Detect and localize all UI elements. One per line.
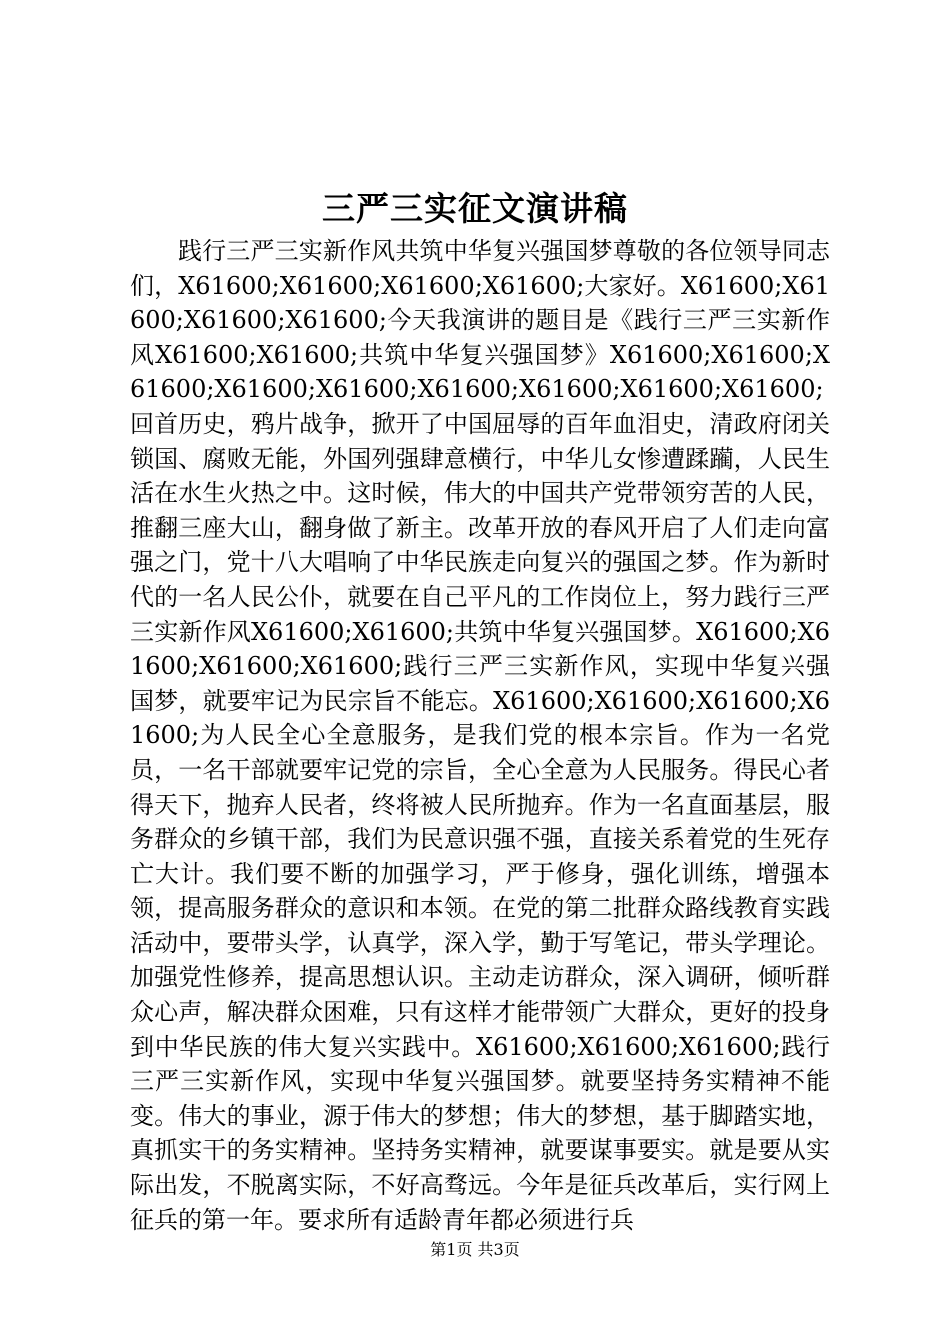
document-title: 三严三实征文演讲稿: [322, 189, 628, 228]
document-body: 践行三严三实新作风共筑中华复兴强国梦尊敬的各位领导同志们，X61600;X61600;X61600;X61600;大家好。X61600;X61600;X61600;X61600;今天我演讲的题目是《践行三严三实新作风X61600;X61600;共筑中华复兴强国梦》X61600;X61600;X61600;X61600;X61600;X61600;X61600;X61600;X61600;回首历史，鸦片战争，掀开了中国屈辱的百年血泪史，清政府闭关锁国、腐败无能，外国列强肆意横行，中华儿女惨遭蹂躏，人民生活在水生火热之中。这时候，伟大的中国共产党带领穷苦的人民，推翻三座大山，翻身做了新主。改革开放的春风开启了人们走向富强之门，党十八大唱响了中华民族走向复兴的强国之梦。作为新时代的一名人民公仆，就要在自己平凡的工作岗位上，努力践行三严三实新作风X61600;X61600;共筑中华复兴强国梦。X61600;X61600;X61600;X61600;践行三严三实新作风，实现中华复兴强国梦，就要牢记为民宗旨不能忘。X61600;X61600;X61600;X61600;为人民全心全意服务，是我们党的根本宗旨。作为一名党员，一名干部就要牢记党的宗旨，全心全意为人民服务。得民心者得天下，抛弃人民者，终将被人民所抛弃。作为一名直面基层，服务群众的乡镇干部，我们为民意识强不强，直接关系着党的生死存亡大计。我们要不断的加强学习，严于修身，强化训练，增强本领，提高服务群众的意识和本领。在党的第二批群众路线教育实践活动中，要带头学，认真学，深入学，勤于写笔记，带头学理论。加强党性修养，提高思想认识。主动走访群众，深入调研，倾听群众心声，解决群众困难，只有这样才能带领广大群众，更好的投身到中华民族的伟大复兴实践中。X61600;X61600;X61600;践行三严三实新作风，实现中华复兴强国梦。就要坚持务实精神不能变。伟大的事业，源于伟大的梦想；伟大的梦想，基于脚踏实地，真抓实干的务实精神。坚持务实精神，就要谋事要实。就是要从实际出发，不脱离实际，不好高骛远。今年是征兵改革后，实行网上征兵的第一年。要求所有适龄青年都必须进行兵: [130, 237, 830, 1234]
page-number-footer: 第1页 共3页: [430, 1240, 520, 1259]
